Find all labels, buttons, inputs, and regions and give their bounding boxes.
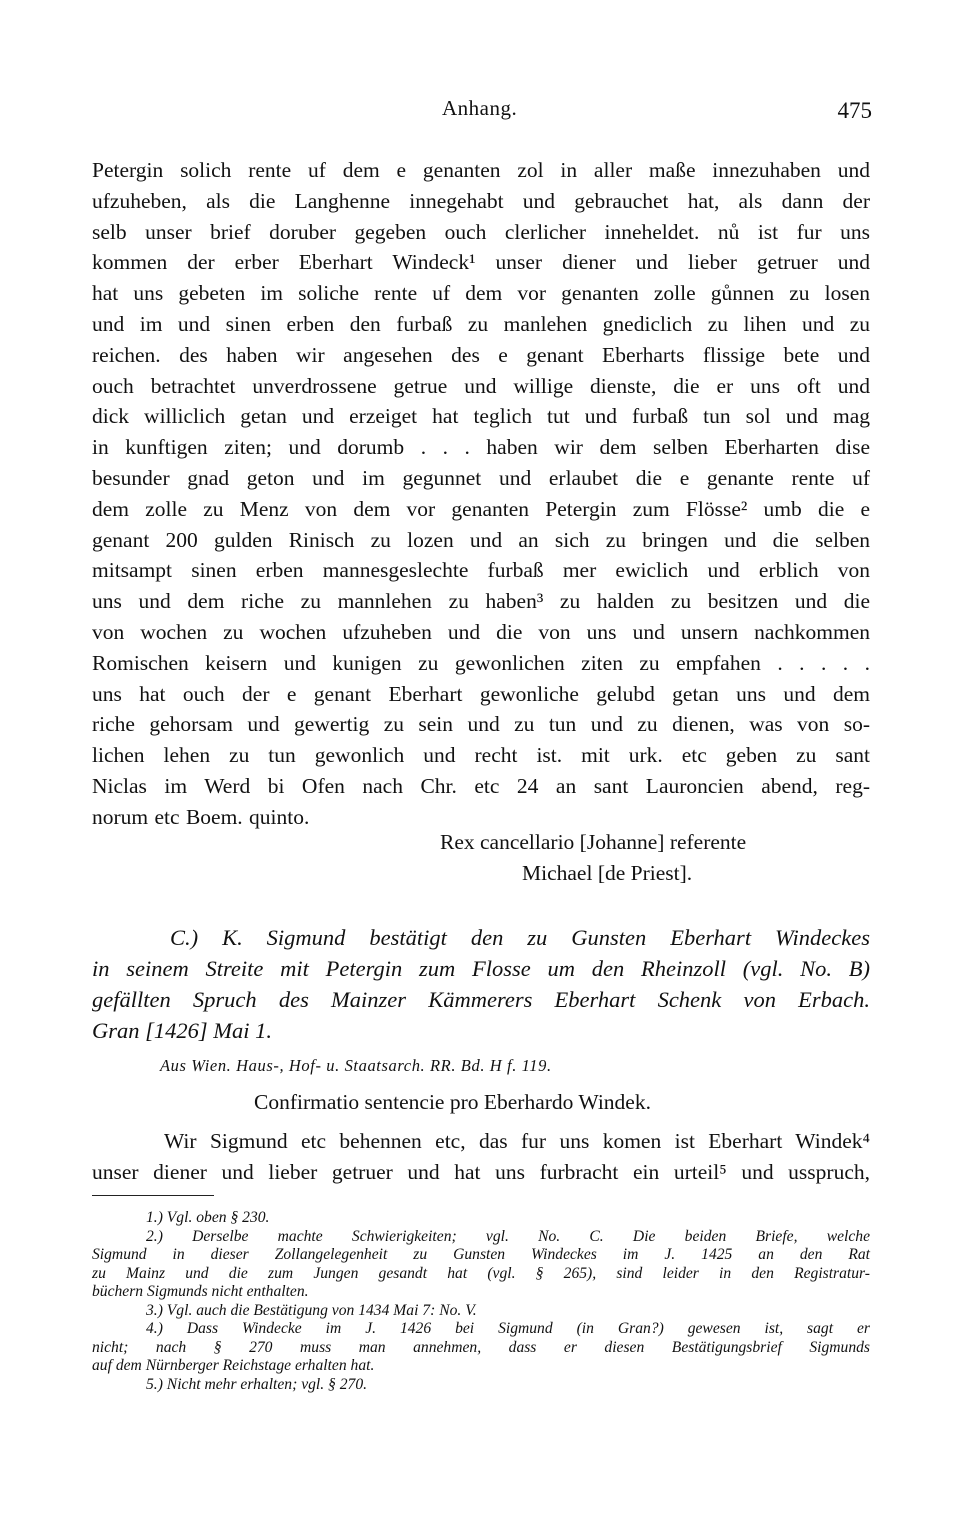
text-line: besunder gnad geton und im gegunnet und erlaubet die e genante rente uf <box>92 465 870 490</box>
signature-line-2: Michael [de Priest]. <box>522 861 693 885</box>
text-line: genant 200 gulden Rinisch zu lozen und an sich zu bringen und die selben <box>92 527 870 552</box>
footnote-line: Sigmund in dieser Zollangelegenheit zu Gunsten Windeckes im J. 1425 an den Rat <box>92 1246 870 1263</box>
text-line: ufzuheben, als die Langhenne innegehabt und gebrauchet hat, als dann der <box>92 188 870 213</box>
text-line: dem zolle zu Menz von dem vor genanten Petergin zum Flösse² umb die e <box>92 496 870 521</box>
footnote-line: zu Mainz und die zum Jungen gesandt hat (vgl. § 265), sind leider in den Registratur- <box>92 1264 870 1282</box>
heading-line: C.) K. Sigmund bestätigt den zu Gunsten Eberhart Windeckes <box>170 925 870 950</box>
text-line: hat uns gebeten im soliche rente uf dem vor genanten zolle gůnnen zu losen <box>92 281 870 306</box>
footnote-line: 3.) Vgl. auch die Bestätigung von 1434 Mai 7: No. V. <box>146 1301 477 1319</box>
text-line: kommen der erber Eberhart Windeck¹ unser diener und lieber getruer und <box>92 250 870 275</box>
text-line: reichen. des haben wir angesehen des e genant Eberharts flissige bete und <box>92 342 870 367</box>
footnote-line: auf dem Nürnberger Reichstage erhalten hat. <box>92 1357 375 1374</box>
text-line: Niclas im Werd bi Ofen nach Chr. etc 24 an sant Lauroncien abend, reg- <box>92 773 870 798</box>
archival-source: Aus Wien. Haus-, Hof- u. Staatsarch. RR. Bd. H f. 119. <box>160 1056 552 1075</box>
text-line: selb unser brief doruber gegeben ouch clerlicher inneheldet. nů ist fur uns <box>92 219 870 244</box>
signature-line-1: Rex cancellario [Johanne] referente <box>440 830 747 854</box>
heading-line: gefällten Spruch des Mainzer Kämmerers Eberhart Schenk von Erbach. <box>92 987 870 1012</box>
footnote-divider <box>92 1195 214 1196</box>
text-line: uns hat ouch der e genant Eberhart gewonliche gelubd getan uns und dem <box>92 681 870 706</box>
text-line: Wir Sigmund etc behennen etc, das fur uns komen ist Eberhart Windek⁴ <box>164 1129 870 1153</box>
running-head: Anhang. <box>442 96 518 120</box>
footnote-line: büchern Sigmunds nicht enthalten. <box>92 1283 309 1300</box>
text-line: dick williclich getan und erzeiget hat teglich tut und furbaß tun sol und mag <box>92 404 870 429</box>
text-line: mitsampt sinen erben mannesgeslechte furbaß mer ewiclich und erblich von <box>92 558 870 583</box>
footnote-line: nicht; nach § 270 muss man annehmen, dass er diesen Bestätigungsbrief Sigmunds <box>92 1338 870 1356</box>
main-text <box>92 155 870 833</box>
heading-line: Gran [1426] Mai 1. <box>92 1018 273 1043</box>
text-line: in kunftigen ziten; und dorumb . . . haben wir dem selben Eberharten dise <box>92 435 870 460</box>
document-title: Confirmatio sentencie pro Eberhardo Windek. <box>254 1090 651 1114</box>
text-line: norum etc Boem. quinto. <box>92 804 310 829</box>
footnotes <box>92 1209 870 1394</box>
section-text <box>92 1126 870 1188</box>
text-line: unser diener und lieber getruer und hat uns furbracht ein urteil⁵ und usspruch, <box>92 1159 870 1184</box>
footnote-line: 1.) Vgl. oben § 230. <box>146 1209 270 1226</box>
section-heading <box>92 922 870 1046</box>
footnote-line: 5.) Nicht mehr erhalten; vgl. § 270. <box>146 1375 368 1393</box>
text-line: und im und sinen erben den furbaß zu manlehen gnediclich zu lihen und zu <box>92 311 870 336</box>
footnote-line: 2.) Derselbe machte Schwierigkeiten; vgl. No. C. Die beiden Briefe, welche <box>146 1227 870 1245</box>
text-line: uns und dem riche zu mannlehen zu haben³ zu halden zu besitzen und die <box>92 589 870 614</box>
text-line: Petergin solich rente uf dem e genanten zol in aller maße innezuhaben und <box>92 158 870 182</box>
footnote-line: 4.) Dass Windecke im J. 1426 bei Sigmund (in Gran?) gewesen ist, sagt er <box>146 1320 870 1337</box>
text-line: von wochen zu wochen ufzuheben und die von uns und unsern nachkommen <box>92 619 870 644</box>
text-line: Romischen keisern und kunigen zu gewonlichen ziten zu empfahen . . . . . <box>92 650 870 675</box>
text-line: ouch betrachtet unverdrossene getrue und willige dienste, die er uns oft und <box>92 373 870 398</box>
page-number: 475 <box>837 98 872 123</box>
page-header <box>92 96 872 130</box>
text-line: riche gehorsam und gewertig zu sein und zu tun und zu dienen, was von so- <box>92 712 870 737</box>
heading-line: in seinem Streite mit Petergin zum Flosse um den Rheinzoll (vgl. No. B) <box>92 956 870 981</box>
text-line: lichen lehen zu tun gewonlich und recht ist. mit urk. etc geben zu sant <box>92 743 870 768</box>
